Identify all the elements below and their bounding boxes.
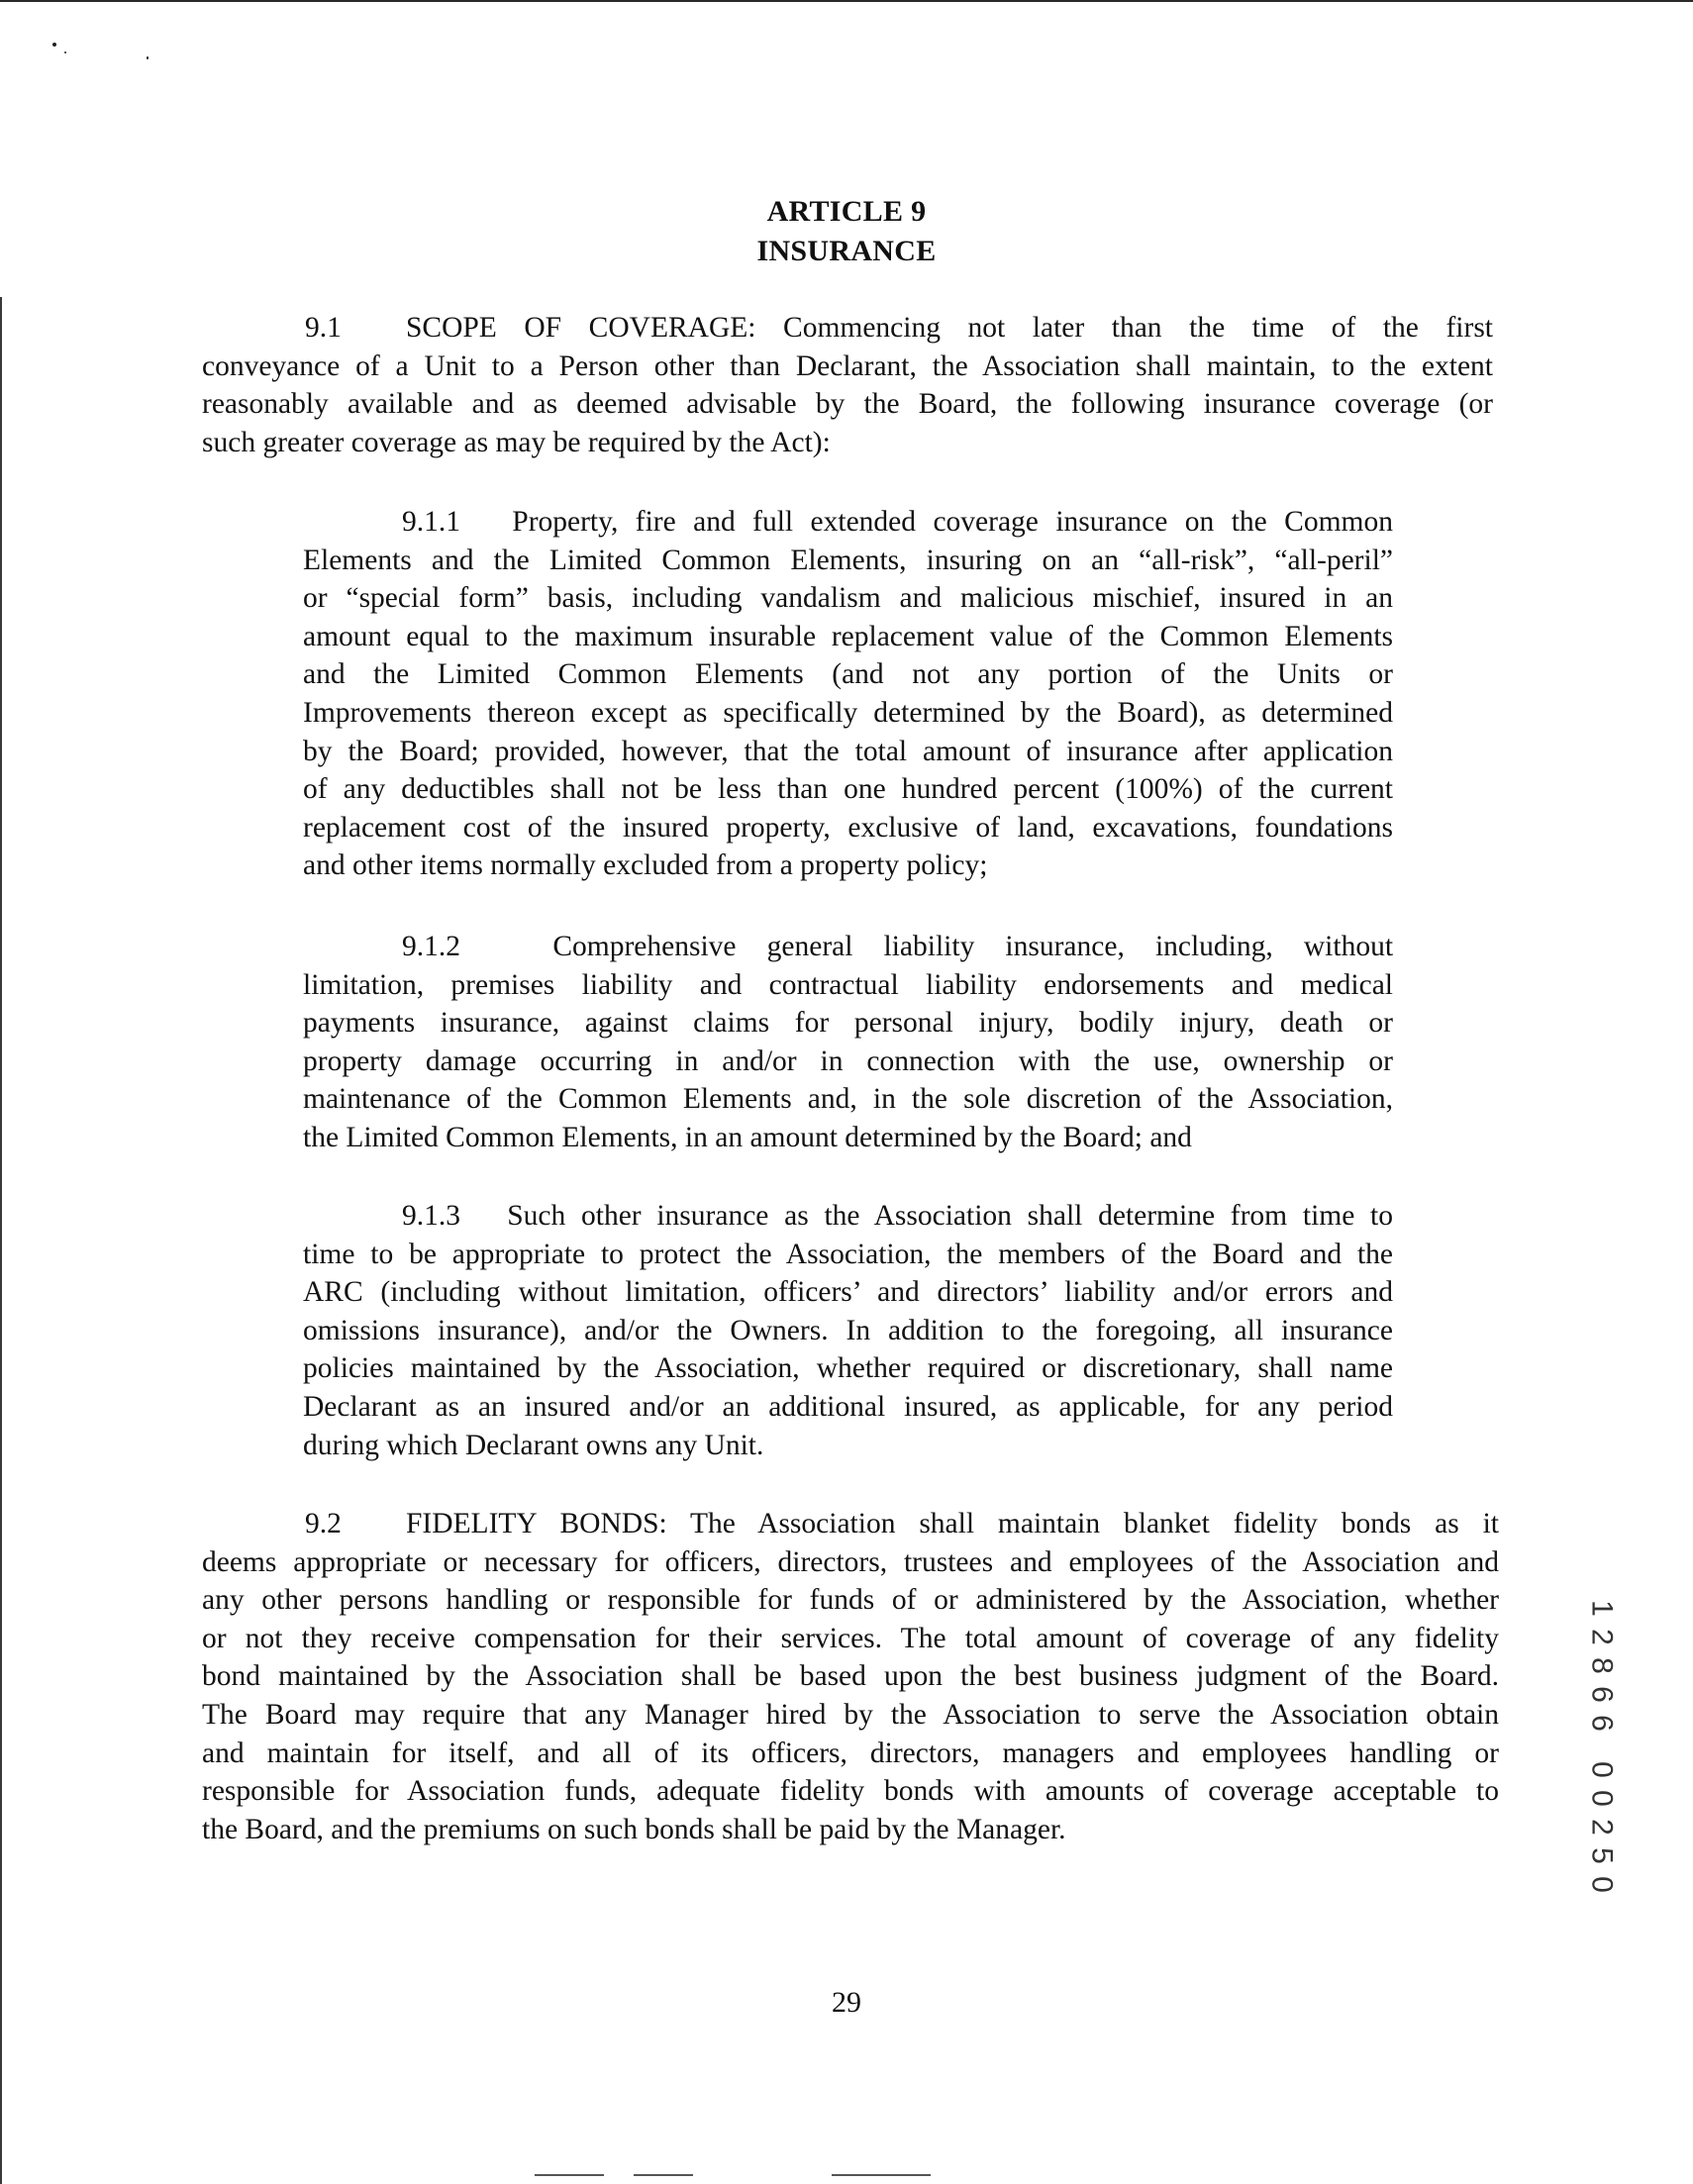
section-line: replacement cost of the insured property, exclusive of land, excavations, foundations — [303, 811, 1393, 844]
recording-stamp-digit: 2 — [1585, 1819, 1619, 1836]
section-line: any other persons handling or responsible for funds of or administered by the Association, whether — [202, 1584, 1499, 1617]
recording-stamp-digit: 0 — [1585, 1790, 1619, 1807]
scan-speck — [64, 51, 66, 53]
article-title: ARTICLE 9 — [766, 195, 927, 228]
section-line: amount equal to the maximum insurable replacement value of the Common Elements — [303, 620, 1393, 652]
scan-speck — [52, 43, 56, 47]
recording-stamp-digit: 0 — [1585, 1761, 1619, 1778]
section-number: 9.1 — [305, 312, 342, 344]
section-line: and other items normally excluded from a property policy; — [303, 849, 988, 882]
scan-top-edge — [0, 0, 1693, 2]
section-number: 9.1.2 — [402, 931, 460, 962]
section-line: conveyance of a Unit to a Person other than Declarant, the Association shall maintain, to the extent — [202, 349, 1493, 382]
section-9-1-2 — [303, 928, 1393, 1157]
recording-stamp-digit: 8 — [1585, 1657, 1619, 1674]
section-line: by the Board; provided, however, that the total amount of insurance after application — [303, 735, 1393, 767]
section-line: limitation, premises liability and contractual liability endorsements and medical — [303, 968, 1393, 1001]
section-9-1-3 — [303, 1197, 1393, 1464]
recording-stamp-digit: 5 — [1585, 1847, 1619, 1864]
section-line: deems appropriate or necessary for officers, directors, trustees and employees of the Association and — [202, 1545, 1499, 1578]
scan-bottom-mark — [832, 2174, 931, 2176]
section-9-2 — [202, 1505, 1499, 1848]
section-line: 9.2 FIDELITY BONDS: The Association shall maintain blanket fidelity bonds as it — [202, 1505, 1499, 1543]
section-line: maintenance of the Common Elements and, in the sole discretion of the Association, — [303, 1083, 1393, 1116]
section-line: such greater coverage as may be required by the Act): — [202, 426, 831, 458]
section-line: 9.1.3 Such other insurance as the Association shall determine from time to — [303, 1197, 1393, 1236]
article-subtitle: INSURANCE — [756, 235, 937, 267]
section-line: The Board may require that any Manager hired by the Association to serve the Association obtain — [202, 1698, 1499, 1731]
section-line: 9.1 SCOPE OF COVERAGE: Commencing not later than the time of the first — [202, 309, 1493, 347]
recording-stamp-digit: 2 — [1585, 1629, 1619, 1645]
section-line: and the Limited Common Elements (and not any portion of the Units or — [303, 658, 1393, 691]
section-line: reasonably available and as deemed advisable by the Board, the following insurance coverage (or — [202, 388, 1493, 421]
section-line: time to be appropriate to protect the Association, the members of the Board and the — [303, 1238, 1393, 1270]
recording-stamp-digit: 6 — [1585, 1686, 1619, 1703]
section-number: 9.2 — [305, 1508, 342, 1539]
recording-stamp-digit: 0 — [1585, 1876, 1619, 1893]
recording-stamp-book — [1582, 1594, 1622, 1737]
section-line: omissions insurance), and/or the Owners. In addition to the foregoing, all insurance — [303, 1314, 1393, 1346]
section-line: during which Declarant owns any Unit. — [303, 1429, 764, 1461]
section-line: responsible for Association funds, adequate fidelity bonds with amounts of coverage acceptable to — [202, 1775, 1499, 1808]
section-line: Improvements thereon except as specifically determined by the Board), as determined — [303, 696, 1393, 729]
scan-bottom-mark — [535, 2174, 604, 2176]
scan-bottom-mark — [634, 2174, 693, 2176]
section-line: and maintain for itself, and all of its officers, directors, managers and employees handling or — [202, 1737, 1499, 1769]
section-line: the Board, and the premiums on such bonds shall be paid by the Manager. — [202, 1813, 1066, 1845]
section-line: ARC (including without limitation, officers’ and directors’ liability and/or errors and — [303, 1276, 1393, 1309]
section-line: or not they receive compensation for their services. The total amount of coverage of any fidelity — [202, 1622, 1499, 1654]
section-line: Declarant as an insured and/or an additional insured, as applicable, for any period — [303, 1390, 1393, 1423]
section-line: bond maintained by the Association shall be based upon the best business judgment of the Board. — [202, 1660, 1499, 1693]
section-9-1-1 — [303, 503, 1393, 885]
page-number: 29 — [832, 1986, 861, 2019]
section-line: policies maintained by the Association, whether required or discretionary, shall name — [303, 1352, 1393, 1385]
section-number: 9.1.3 — [402, 1200, 460, 1232]
recording-stamp-page — [1582, 1755, 1622, 1899]
section-line: the Limited Common Elements, in an amount determined by the Board; and — [303, 1121, 1192, 1153]
section-number: 9.1.1 — [402, 506, 460, 538]
section-9-1 — [202, 309, 1493, 461]
section-line: of any deductibles shall not be less than one hundred percent (100%) of the current — [303, 773, 1393, 806]
section-line: 9.1.1 Property, fire and full extended coverage insurance on the Common — [303, 503, 1393, 542]
scan-left-edge — [0, 297, 2, 2184]
recording-stamp-digit: 6 — [1585, 1715, 1619, 1732]
scan-speck — [147, 56, 149, 59]
recording-stamp — [1582, 1594, 1622, 1899]
recording-stamp-digit: 1 — [1585, 1600, 1619, 1617]
section-line: or “special form” basis, including vandalism and malicious mischief, insured in an — [303, 582, 1393, 615]
section-line: property damage occurring in and/or in connection with the use, ownership or — [303, 1044, 1393, 1077]
section-line: payments insurance, against claims for personal injury, bodily injury, death or — [303, 1007, 1393, 1040]
section-line: Elements and the Limited Common Elements, insuring on an “all-risk”, “all-peril” — [303, 544, 1393, 576]
section-line: 9.1.2 Comprehensive general liability insurance, including, without — [303, 928, 1393, 966]
